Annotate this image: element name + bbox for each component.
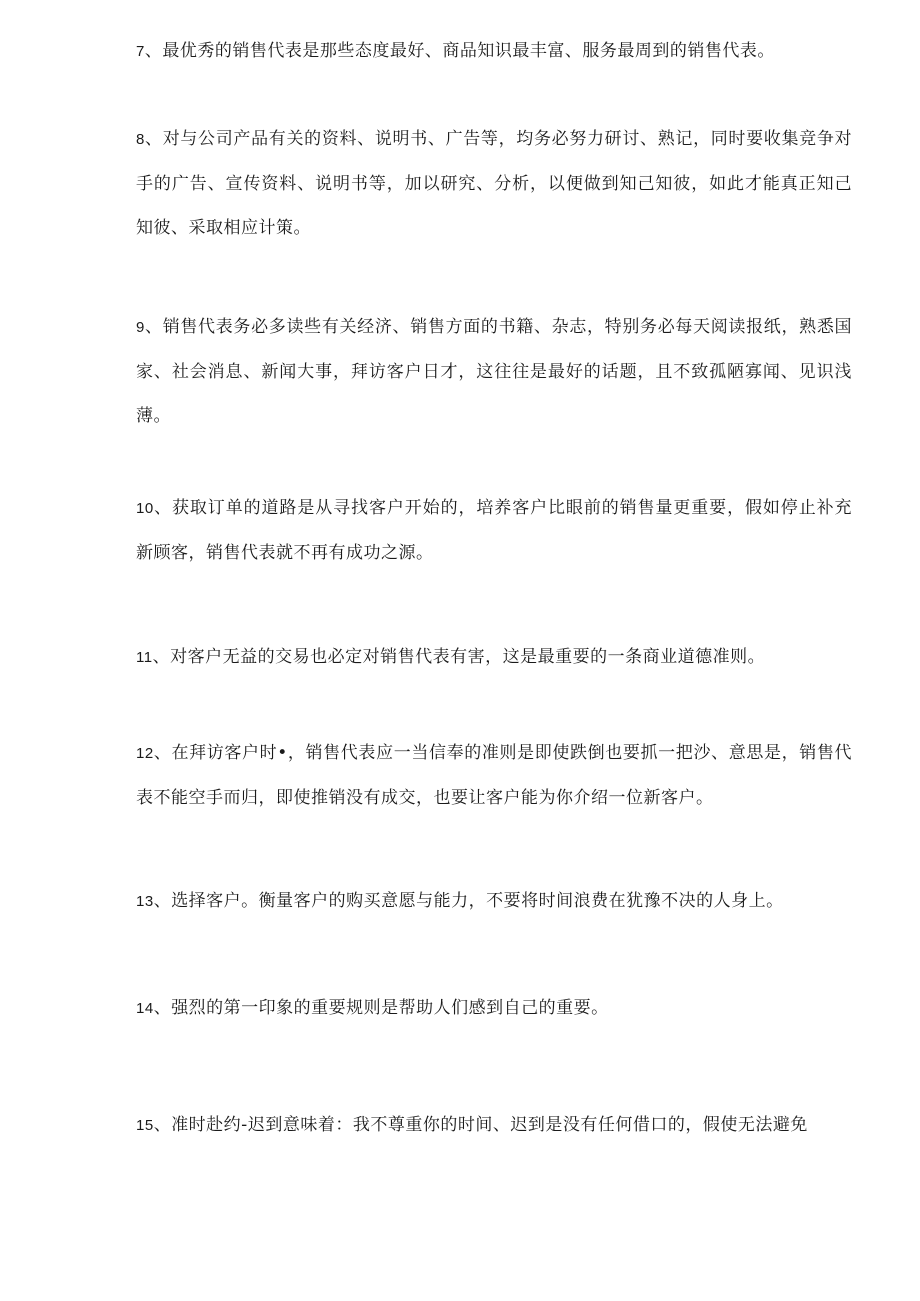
paragraph-separator: 、 bbox=[144, 317, 163, 337]
paragraph-8 bbox=[136, 117, 852, 250]
paragraph-number: 15 bbox=[136, 1117, 154, 1134]
paragraph-12 bbox=[136, 731, 852, 820]
paragraph-9 bbox=[136, 305, 852, 438]
paragraph-separator: 、 bbox=[153, 743, 172, 763]
paragraph-15 bbox=[136, 1103, 852, 1148]
paragraph-number: 10 bbox=[136, 500, 154, 517]
paragraph-text: 选择客户。衡量客户的购买意愿与能力，不要将时间浪费在犹豫不决的人身上。 bbox=[171, 891, 784, 911]
paragraph-10 bbox=[136, 486, 852, 575]
paragraph-separator: 、 bbox=[153, 891, 172, 911]
paragraph-number: 11 bbox=[136, 649, 153, 666]
paragraph-11 bbox=[136, 635, 852, 680]
paragraph-number: 8 bbox=[136, 131, 145, 148]
paragraph-text: 准时赴约-迟到意味着：我不尊重你的时间、迟到是没有任何借口的，假使无法避免 bbox=[171, 1115, 808, 1135]
paragraph-text: 最优秀的销售代表是那些态度最好、商品知识最丰富、服务最周到的销售代表。 bbox=[162, 41, 775, 61]
paragraph-13 bbox=[136, 879, 852, 924]
paragraph-separator: 、 bbox=[152, 647, 171, 667]
paragraph-text: 对与公司产品有关的资料、说明书、广告等，均务必努力研讨、熟记，同时要收集竞争对手的广告、宣传资料、说明书等，加以研究、分析，以便做到知己知彼，如此才能真正知己知彼、采取相应计策。 bbox=[136, 129, 852, 238]
paragraph-separator: 、 bbox=[153, 998, 172, 1018]
paragraph-14 bbox=[136, 986, 852, 1031]
paragraph-separator: 、 bbox=[153, 498, 172, 518]
paragraph-number: 13 bbox=[136, 893, 154, 910]
paragraph-text: 强烈的第一印象的重要规则是帮助人们感到自己的重要。 bbox=[171, 998, 609, 1018]
paragraph-7 bbox=[136, 29, 852, 74]
paragraph-number: 7 bbox=[136, 43, 145, 60]
paragraph-text: 在拜访客户时•，销售代表应一当信奉的准则是即使跌倒也要抓一把沙、意思是，销售代表不能空手而归，即使推销没有成交，也要让客户能为你介绍一位新客户。 bbox=[136, 743, 852, 808]
paragraph-separator: 、 bbox=[144, 129, 163, 149]
paragraph-text: 对客户无益的交易也必定对销售代表有害，这是最重要的一条商业道德准则。 bbox=[170, 647, 766, 667]
paragraph-number: 14 bbox=[136, 1000, 154, 1017]
paragraph-separator: 、 bbox=[153, 1115, 172, 1135]
paragraph-number: 9 bbox=[136, 319, 145, 336]
paragraph-text: 销售代表务必多读些有关经济、销售方面的书籍、杂志，特别务必每天阅读报纸，熟悉国家、社会消息、新闻大事，拜访客户日才，这往往是最好的话题，且不致孤陋寡闻、见识浅薄。 bbox=[136, 317, 852, 426]
paragraph-separator: 、 bbox=[144, 41, 163, 61]
paragraph-text: 获取订单的道路是从寻找客户开始的，培养客户比眼前的销售量更重要，假如停止补充新顾客，销售代表就不再有成功之源。 bbox=[136, 498, 852, 563]
paragraph-number: 12 bbox=[136, 745, 154, 762]
